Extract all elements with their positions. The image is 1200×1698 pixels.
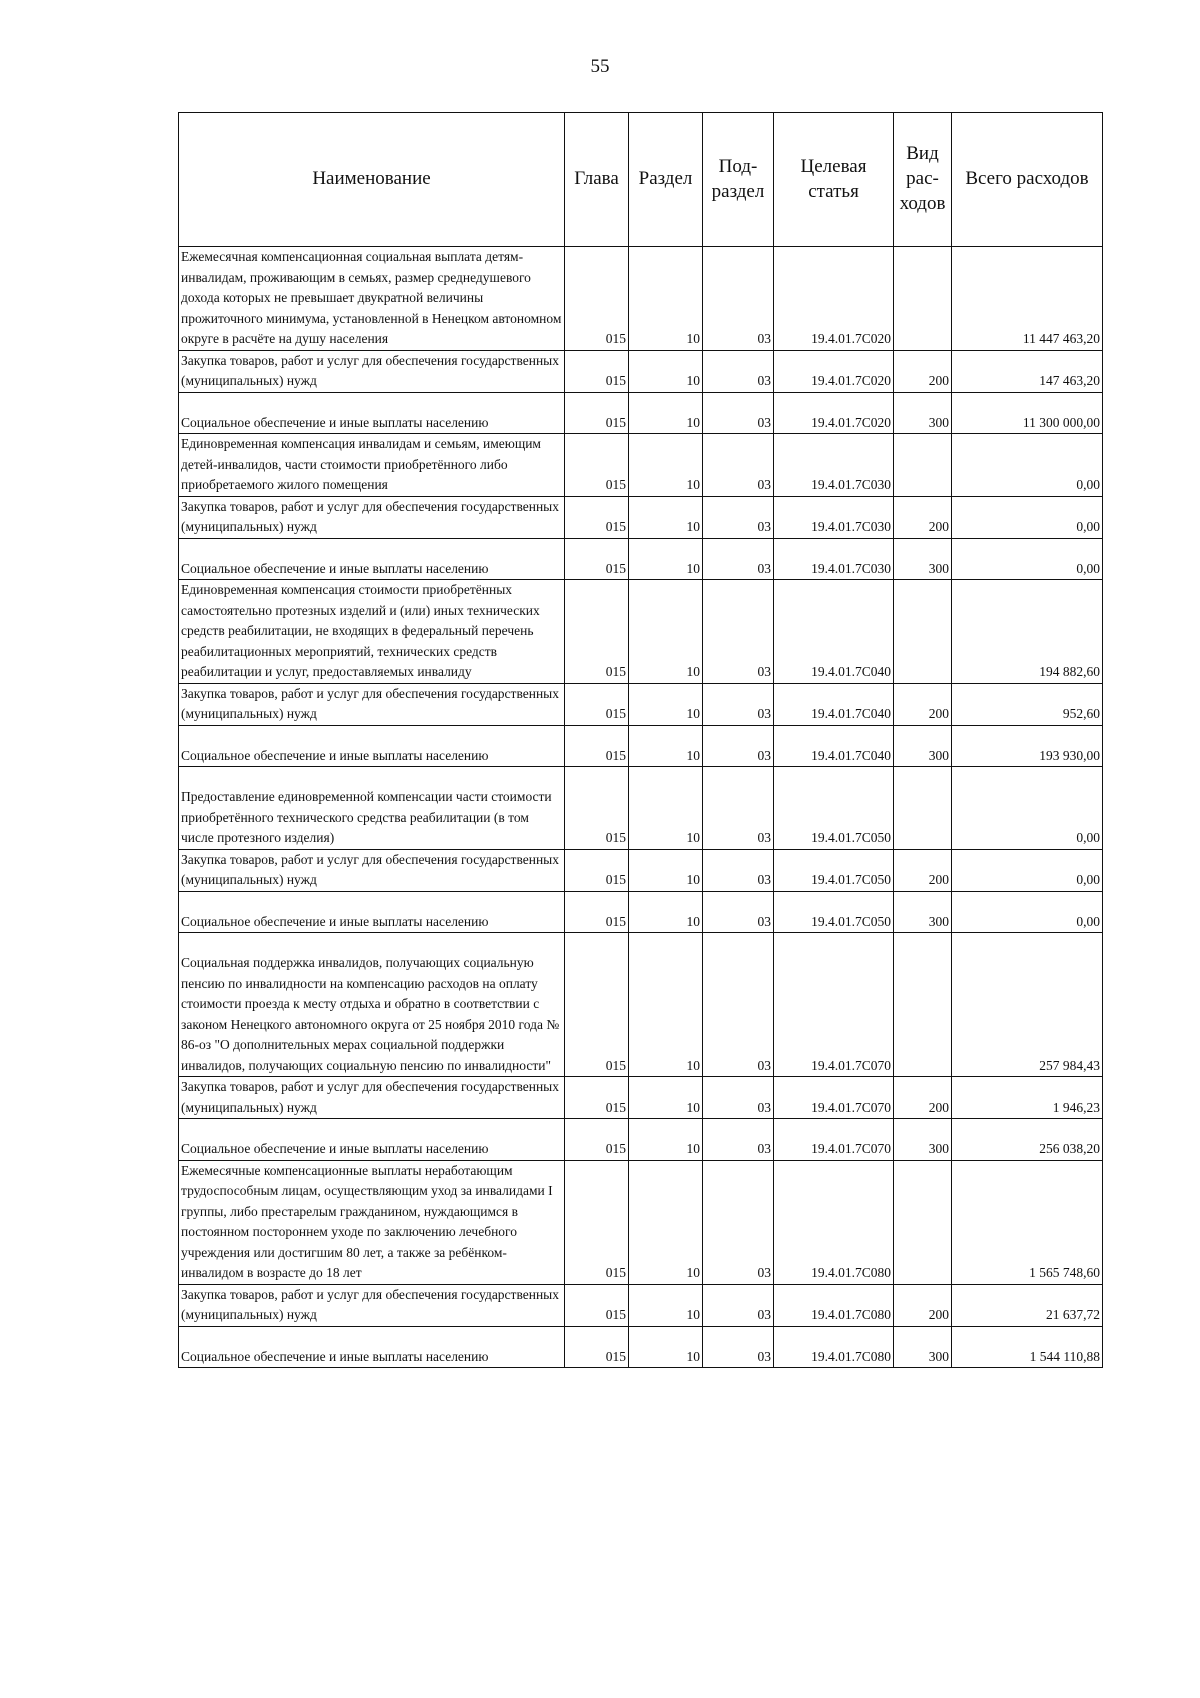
cell-target-article-text: 19.4.01.7С040 xyxy=(811,747,891,763)
cell-total xyxy=(952,496,1103,538)
cell-total-text: 0,00 xyxy=(1076,913,1100,929)
cell-target-article-text: 19.4.01.7С030 xyxy=(811,519,891,534)
cell-subsection xyxy=(703,434,774,497)
cell-expense-type-text: 200 xyxy=(928,1099,949,1115)
cell-chapter xyxy=(565,767,629,850)
header-name: Наименование xyxy=(179,113,565,247)
cell-subsection-text: 03 xyxy=(757,1099,771,1115)
cell-section xyxy=(629,496,703,538)
cell-total-text: 193 930,00 xyxy=(1039,747,1100,763)
cell-subsection-text: 03 xyxy=(757,747,771,763)
cell-name xyxy=(179,1119,565,1161)
cell-section xyxy=(629,725,703,767)
cell-expense-type-text: 300 xyxy=(928,414,949,430)
cell-subsection xyxy=(703,767,774,850)
cell-chapter-text: 015 xyxy=(605,414,626,430)
cell-target-article xyxy=(774,1284,894,1326)
cell-total-text: 21 637,72 xyxy=(1046,1307,1100,1322)
cell-section xyxy=(629,350,703,392)
cell-chapter xyxy=(565,891,629,933)
cell-total xyxy=(952,1077,1103,1119)
row-spacer xyxy=(181,539,562,559)
header-expense-type: Вид рас- ходов xyxy=(894,113,952,247)
cell-subsection xyxy=(703,350,774,392)
cell-chapter xyxy=(565,1077,629,1119)
table-row xyxy=(179,496,1103,538)
cell-total xyxy=(952,580,1103,684)
cell-subsection-text: 03 xyxy=(757,477,771,492)
cell-chapter-text: 015 xyxy=(605,1099,626,1115)
cell-chapter-text: 015 xyxy=(605,747,626,763)
cell-expense-type xyxy=(894,434,952,497)
cell-section-text: 10 xyxy=(686,1307,700,1322)
cell-subsection-text: 03 xyxy=(757,1141,771,1156)
cell-total xyxy=(952,392,1103,434)
row-spacer xyxy=(181,933,562,953)
cell-expense-type-text: 200 xyxy=(928,373,949,388)
cell-chapter xyxy=(565,1284,629,1326)
cell-chapter xyxy=(565,933,629,1077)
cell-name-text: Социальное обеспечение и иные выплаты населению xyxy=(181,414,489,430)
cell-subsection-text: 03 xyxy=(757,872,771,887)
row-spacer xyxy=(181,393,562,413)
cell-chapter xyxy=(565,725,629,767)
cell-section-text: 10 xyxy=(686,830,700,845)
cell-expense-type-text: 200 xyxy=(928,519,949,534)
cell-section-text: 10 xyxy=(686,1099,700,1115)
table-row xyxy=(179,725,1103,767)
cell-name-text: Социальное обеспечение и иные выплаты населению xyxy=(181,747,489,763)
cell-target-article xyxy=(774,725,894,767)
cell-section-text: 10 xyxy=(686,706,700,721)
budget-table xyxy=(178,112,1103,1368)
header-target-article: Целевая статья xyxy=(774,113,894,247)
cell-target-article-text: 19.4.01.7С080 xyxy=(811,1348,891,1364)
table-row xyxy=(179,1119,1103,1161)
cell-target-article-text: 19.4.01.7С070 xyxy=(811,1057,891,1073)
cell-chapter xyxy=(565,392,629,434)
cell-target-article-text: 19.4.01.7С070 xyxy=(811,1141,891,1156)
cell-chapter-text: 015 xyxy=(605,331,626,346)
row-spacer xyxy=(181,1119,562,1139)
cell-target-article xyxy=(774,1326,894,1368)
cell-chapter-text: 015 xyxy=(605,1265,626,1280)
row-spacer xyxy=(181,726,562,746)
cell-chapter-text: 015 xyxy=(605,1348,626,1364)
cell-subsection xyxy=(703,1326,774,1368)
cell-chapter-text: 015 xyxy=(605,664,626,679)
cell-total xyxy=(952,1119,1103,1161)
cell-target-article xyxy=(774,580,894,684)
cell-total xyxy=(952,247,1103,351)
cell-total-text: 1 544 110,88 xyxy=(1029,1348,1100,1364)
cell-expense-type xyxy=(894,767,952,850)
cell-section-text: 10 xyxy=(686,1348,700,1364)
cell-subsection-text: 03 xyxy=(757,706,771,721)
cell-name xyxy=(179,725,565,767)
table-row xyxy=(179,350,1103,392)
cell-total-text: 0,00 xyxy=(1076,477,1100,492)
cell-name xyxy=(179,891,565,933)
table-row xyxy=(179,1077,1103,1119)
cell-subsection-text: 03 xyxy=(757,830,771,845)
cell-section xyxy=(629,392,703,434)
cell-chapter-text: 015 xyxy=(605,1141,626,1156)
cell-total xyxy=(952,725,1103,767)
cell-subsection xyxy=(703,1119,774,1161)
cell-subsection-text: 03 xyxy=(757,373,771,388)
cell-section xyxy=(629,1284,703,1326)
cell-chapter-text: 015 xyxy=(605,373,626,388)
cell-target-article-text: 19.4.01.7С070 xyxy=(811,1099,891,1115)
header-subsection: Под- раздел xyxy=(703,113,774,247)
cell-subsection xyxy=(703,1077,774,1119)
cell-expense-type xyxy=(894,1077,952,1119)
cell-target-article xyxy=(774,1119,894,1161)
cell-target-article xyxy=(774,1077,894,1119)
cell-target-article-text: 19.4.01.7С030 xyxy=(811,477,891,492)
cell-chapter-text: 015 xyxy=(605,830,626,845)
cell-name-text: Ежемесячная компенсационная социальная выплата детям-инвалидам, проживающим в семьях, размер среднедушевого дохода которых не превышает двукратной величины прожиточного минимума, установленной в Ненецком автономном округе в расчёте на душу населения xyxy=(181,249,562,346)
cell-subsection xyxy=(703,891,774,933)
cell-section xyxy=(629,580,703,684)
cell-subsection-text: 03 xyxy=(757,519,771,534)
cell-total xyxy=(952,1326,1103,1368)
cell-section-text: 10 xyxy=(686,1141,700,1156)
header-chapter: Глава xyxy=(565,113,629,247)
cell-section-text: 10 xyxy=(686,872,700,887)
cell-target-article-text: 19.4.01.7С020 xyxy=(811,373,891,388)
cell-section xyxy=(629,849,703,891)
cell-name-text: Социальное обеспечение и иные выплаты населению xyxy=(181,1348,489,1364)
cell-target-article xyxy=(774,434,894,497)
cell-section xyxy=(629,1160,703,1284)
row-spacer xyxy=(181,767,562,787)
table-row xyxy=(179,683,1103,725)
cell-section-text: 10 xyxy=(686,373,700,388)
cell-expense-type-text: 300 xyxy=(928,560,949,576)
cell-total-text: 0,00 xyxy=(1076,519,1100,534)
cell-section xyxy=(629,767,703,850)
cell-section-text: 10 xyxy=(686,747,700,763)
cell-section xyxy=(629,1326,703,1368)
cell-total xyxy=(952,767,1103,850)
table-row xyxy=(179,849,1103,891)
cell-expense-type-text: 200 xyxy=(928,706,949,721)
cell-target-article-text: 19.4.01.7С040 xyxy=(811,706,891,721)
cell-expense-type-text: 200 xyxy=(928,872,949,887)
cell-section-text: 10 xyxy=(686,913,700,929)
cell-target-article xyxy=(774,933,894,1077)
cell-expense-type xyxy=(894,725,952,767)
cell-total xyxy=(952,933,1103,1077)
cell-expense-type xyxy=(894,350,952,392)
cell-total-text: 0,00 xyxy=(1076,872,1100,887)
cell-name xyxy=(179,392,565,434)
table-row xyxy=(179,891,1103,933)
cell-name-text: Закупка товаров, работ и услуг для обеспечения государственных (муниципальных) нужд xyxy=(181,1286,560,1322)
cell-subsection-text: 03 xyxy=(757,1057,771,1073)
cell-subsection xyxy=(703,849,774,891)
cell-section xyxy=(629,683,703,725)
cell-subsection xyxy=(703,247,774,351)
cell-chapter-text: 015 xyxy=(605,1307,626,1322)
cell-total-text: 1 565 748,60 xyxy=(1029,1265,1100,1280)
cell-chapter-text: 015 xyxy=(605,519,626,534)
cell-total xyxy=(952,1284,1103,1326)
cell-expense-type xyxy=(894,891,952,933)
cell-section xyxy=(629,1077,703,1119)
cell-name-text: Закупка товаров, работ и услуг для обеспечения государственных (муниципальных) нужд xyxy=(181,352,560,388)
cell-name xyxy=(179,933,565,1077)
row-spacer xyxy=(181,1327,562,1347)
table-row xyxy=(179,1160,1103,1284)
cell-total-text: 0,00 xyxy=(1076,560,1100,576)
cell-name xyxy=(179,1326,565,1368)
cell-section xyxy=(629,538,703,580)
table-row xyxy=(179,933,1103,1077)
header-total: Всего расходов xyxy=(952,113,1103,247)
cell-expense-type xyxy=(894,683,952,725)
cell-total-text: 1 946,23 xyxy=(1052,1099,1100,1115)
cell-name-text: Закупка товаров, работ и услуг для обеспечения государственных (муниципальных) нужд xyxy=(181,1079,560,1115)
cell-section-text: 10 xyxy=(686,519,700,534)
cell-chapter xyxy=(565,849,629,891)
cell-target-article xyxy=(774,849,894,891)
cell-subsection xyxy=(703,725,774,767)
cell-expense-type xyxy=(894,392,952,434)
table-row xyxy=(179,1326,1103,1368)
cell-section-text: 10 xyxy=(686,1057,700,1073)
cell-section-text: 10 xyxy=(686,414,700,430)
cell-chapter xyxy=(565,580,629,684)
cell-subsection xyxy=(703,1160,774,1284)
cell-expense-type-text: 300 xyxy=(928,1348,949,1364)
cell-name xyxy=(179,767,565,850)
cell-subsection-text: 03 xyxy=(757,1307,771,1322)
cell-target-article xyxy=(774,1160,894,1284)
cell-subsection xyxy=(703,580,774,684)
cell-name-text: Закупка товаров, работ и услуг для обеспечения государственных (муниципальных) нужд xyxy=(181,851,560,887)
cell-name-text: Закупка товаров, работ и услуг для обеспечения государственных (муниципальных) нужд xyxy=(181,498,560,534)
table-row xyxy=(179,538,1103,580)
cell-name xyxy=(179,496,565,538)
cell-expense-type xyxy=(894,1284,952,1326)
cell-total-text: 0,00 xyxy=(1076,830,1100,845)
cell-subsection-text: 03 xyxy=(757,1348,771,1364)
cell-expense-type-text: 300 xyxy=(928,913,949,929)
cell-total xyxy=(952,891,1103,933)
cell-chapter xyxy=(565,496,629,538)
cell-section-text: 10 xyxy=(686,664,700,679)
cell-chapter xyxy=(565,1160,629,1284)
cell-section-text: 10 xyxy=(686,477,700,492)
cell-total xyxy=(952,538,1103,580)
cell-chapter-text: 015 xyxy=(605,477,626,492)
cell-expense-type xyxy=(894,1160,952,1284)
cell-chapter-text: 015 xyxy=(605,560,626,576)
cell-subsection-text: 03 xyxy=(757,331,771,346)
cell-subsection-text: 03 xyxy=(757,664,771,679)
cell-name-text: Социальная поддержка инвалидов, получающих социальную пенсию по инвалидности на компенсацию расходов на оплату стоимости проезда к месту отдыха и обратно в соответствии с законом Ненецкого автономного округа от 25 ноября 2010 года № 86-оз "О дополнительных мерах социальной поддержки инвалидов, получающих социальную пенсию по инвалидности" xyxy=(181,955,560,1073)
cell-target-article-text: 19.4.01.7С020 xyxy=(811,331,891,346)
cell-total xyxy=(952,849,1103,891)
cell-target-article xyxy=(774,247,894,351)
cell-target-article xyxy=(774,891,894,933)
cell-section xyxy=(629,434,703,497)
cell-target-article xyxy=(774,767,894,850)
cell-name xyxy=(179,538,565,580)
cell-total-text: 11 300 000,00 xyxy=(1022,414,1100,430)
cell-section-text: 10 xyxy=(686,331,700,346)
cell-chapter-text: 015 xyxy=(605,872,626,887)
table-row xyxy=(179,1284,1103,1326)
cell-subsection xyxy=(703,538,774,580)
table-row xyxy=(179,767,1103,850)
cell-expense-type xyxy=(894,247,952,351)
cell-target-article-text: 19.4.01.7С030 xyxy=(811,560,891,576)
cell-name xyxy=(179,1160,565,1284)
cell-target-article xyxy=(774,496,894,538)
cell-total-text: 194 882,60 xyxy=(1039,664,1100,679)
cell-total xyxy=(952,350,1103,392)
cell-target-article-text: 19.4.01.7С050 xyxy=(811,913,891,929)
cell-chapter xyxy=(565,434,629,497)
cell-subsection xyxy=(703,933,774,1077)
cell-total xyxy=(952,683,1103,725)
table-row xyxy=(179,580,1103,684)
header-section: Раздел xyxy=(629,113,703,247)
cell-chapter xyxy=(565,1119,629,1161)
cell-chapter xyxy=(565,683,629,725)
cell-target-article-text: 19.4.01.7С040 xyxy=(811,664,891,679)
cell-target-article-text: 19.4.01.7С020 xyxy=(811,414,891,430)
cell-expense-type xyxy=(894,538,952,580)
cell-total-text: 952,60 xyxy=(1062,706,1100,721)
cell-name-text: Социальное обеспечение и иные выплаты населению xyxy=(181,560,489,576)
cell-section-text: 10 xyxy=(686,560,700,576)
table-body xyxy=(179,247,1103,1368)
cell-name-text: Закупка товаров, работ и услуг для обеспечения государственных (муниципальных) нужд xyxy=(181,685,560,721)
cell-total-text: 11 447 463,20 xyxy=(1022,331,1100,346)
cell-name xyxy=(179,1077,565,1119)
cell-expense-type xyxy=(894,496,952,538)
cell-subsection xyxy=(703,392,774,434)
cell-name xyxy=(179,434,565,497)
cell-section xyxy=(629,933,703,1077)
cell-total-text: 147 463,20 xyxy=(1039,373,1100,388)
cell-target-article-text: 19.4.01.7С050 xyxy=(811,830,891,845)
cell-total xyxy=(952,1160,1103,1284)
cell-chapter-text: 015 xyxy=(605,913,626,929)
cell-chapter xyxy=(565,350,629,392)
cell-chapter xyxy=(565,1326,629,1368)
cell-expense-type xyxy=(894,1326,952,1368)
cell-expense-type xyxy=(894,580,952,684)
cell-name-text: Ежемесячные компенсационные выплаты неработающим трудоспособным лицам, осуществляющим уход за инвалидами I группы, либо престарелым гражданином, нуждающимся в постоянном постороннем уходе по заключению лечебного учреждения или достигшим 80 лет, а также за ребёнком-инвалидом в возрасте до 18 лет xyxy=(181,1162,553,1280)
cell-expense-type xyxy=(894,849,952,891)
cell-total xyxy=(952,434,1103,497)
cell-target-article xyxy=(774,392,894,434)
cell-expense-type-text: 200 xyxy=(928,1307,949,1322)
cell-section-text: 10 xyxy=(686,1265,700,1280)
cell-subsection-text: 03 xyxy=(757,414,771,430)
cell-subsection xyxy=(703,683,774,725)
cell-chapter-text: 015 xyxy=(605,1057,626,1073)
cell-total-text: 257 984,43 xyxy=(1039,1057,1100,1073)
cell-name-text: Единовременная компенсация инвалидам и семьям, имеющим детей-инвалидов, части стоимости приобретённого либо приобретаемого жилого помещения xyxy=(181,436,541,492)
cell-name xyxy=(179,849,565,891)
table-row xyxy=(179,434,1103,497)
cell-name xyxy=(179,247,565,351)
cell-target-article xyxy=(774,683,894,725)
cell-expense-type xyxy=(894,1119,952,1161)
cell-subsection xyxy=(703,1284,774,1326)
cell-name-text: Единовременная компенсация стоимости приобретённых самостоятельно протезных изделий и (или) иных технических средств реабилитации, не входящих в федеральный перечень реабилитационных мероприятий, технических средств реабилитации и услуг, предоставляемых инвалиду xyxy=(181,582,540,679)
cell-section xyxy=(629,891,703,933)
table-row xyxy=(179,247,1103,351)
cell-expense-type-text: 300 xyxy=(928,1141,949,1156)
cell-name xyxy=(179,1284,565,1326)
cell-name-text: Социальное обеспечение и иные выплаты населению xyxy=(181,1141,489,1156)
cell-section xyxy=(629,1119,703,1161)
cell-subsection xyxy=(703,496,774,538)
cell-expense-type-text: 300 xyxy=(928,747,949,763)
cell-total-text: 256 038,20 xyxy=(1039,1141,1100,1156)
page-number: 55 xyxy=(590,56,610,77)
cell-name xyxy=(179,580,565,684)
cell-name-text: Социальное обеспечение и иные выплаты населению xyxy=(181,913,489,929)
cell-chapter xyxy=(565,247,629,351)
table-row xyxy=(179,392,1103,434)
cell-subsection-text: 03 xyxy=(757,913,771,929)
cell-subsection-text: 03 xyxy=(757,1265,771,1280)
cell-subsection-text: 03 xyxy=(757,560,771,576)
table-header-row xyxy=(179,113,1103,247)
cell-target-article-text: 19.4.01.7С080 xyxy=(811,1307,891,1322)
cell-target-article-text: 19.4.01.7С050 xyxy=(811,872,891,887)
cell-name-text: Предоставление единовременной компенсации части стоимости приобретённого технического средства реабилитации (в том числе протезного изделия) xyxy=(181,789,552,845)
cell-target-article-text: 19.4.01.7С080 xyxy=(811,1265,891,1280)
cell-section xyxy=(629,247,703,351)
cell-name xyxy=(179,683,565,725)
cell-chapter xyxy=(565,538,629,580)
cell-target-article xyxy=(774,350,894,392)
cell-chapter-text: 015 xyxy=(605,706,626,721)
cell-expense-type xyxy=(894,933,952,1077)
row-spacer xyxy=(181,892,562,912)
cell-name xyxy=(179,350,565,392)
cell-target-article xyxy=(774,538,894,580)
